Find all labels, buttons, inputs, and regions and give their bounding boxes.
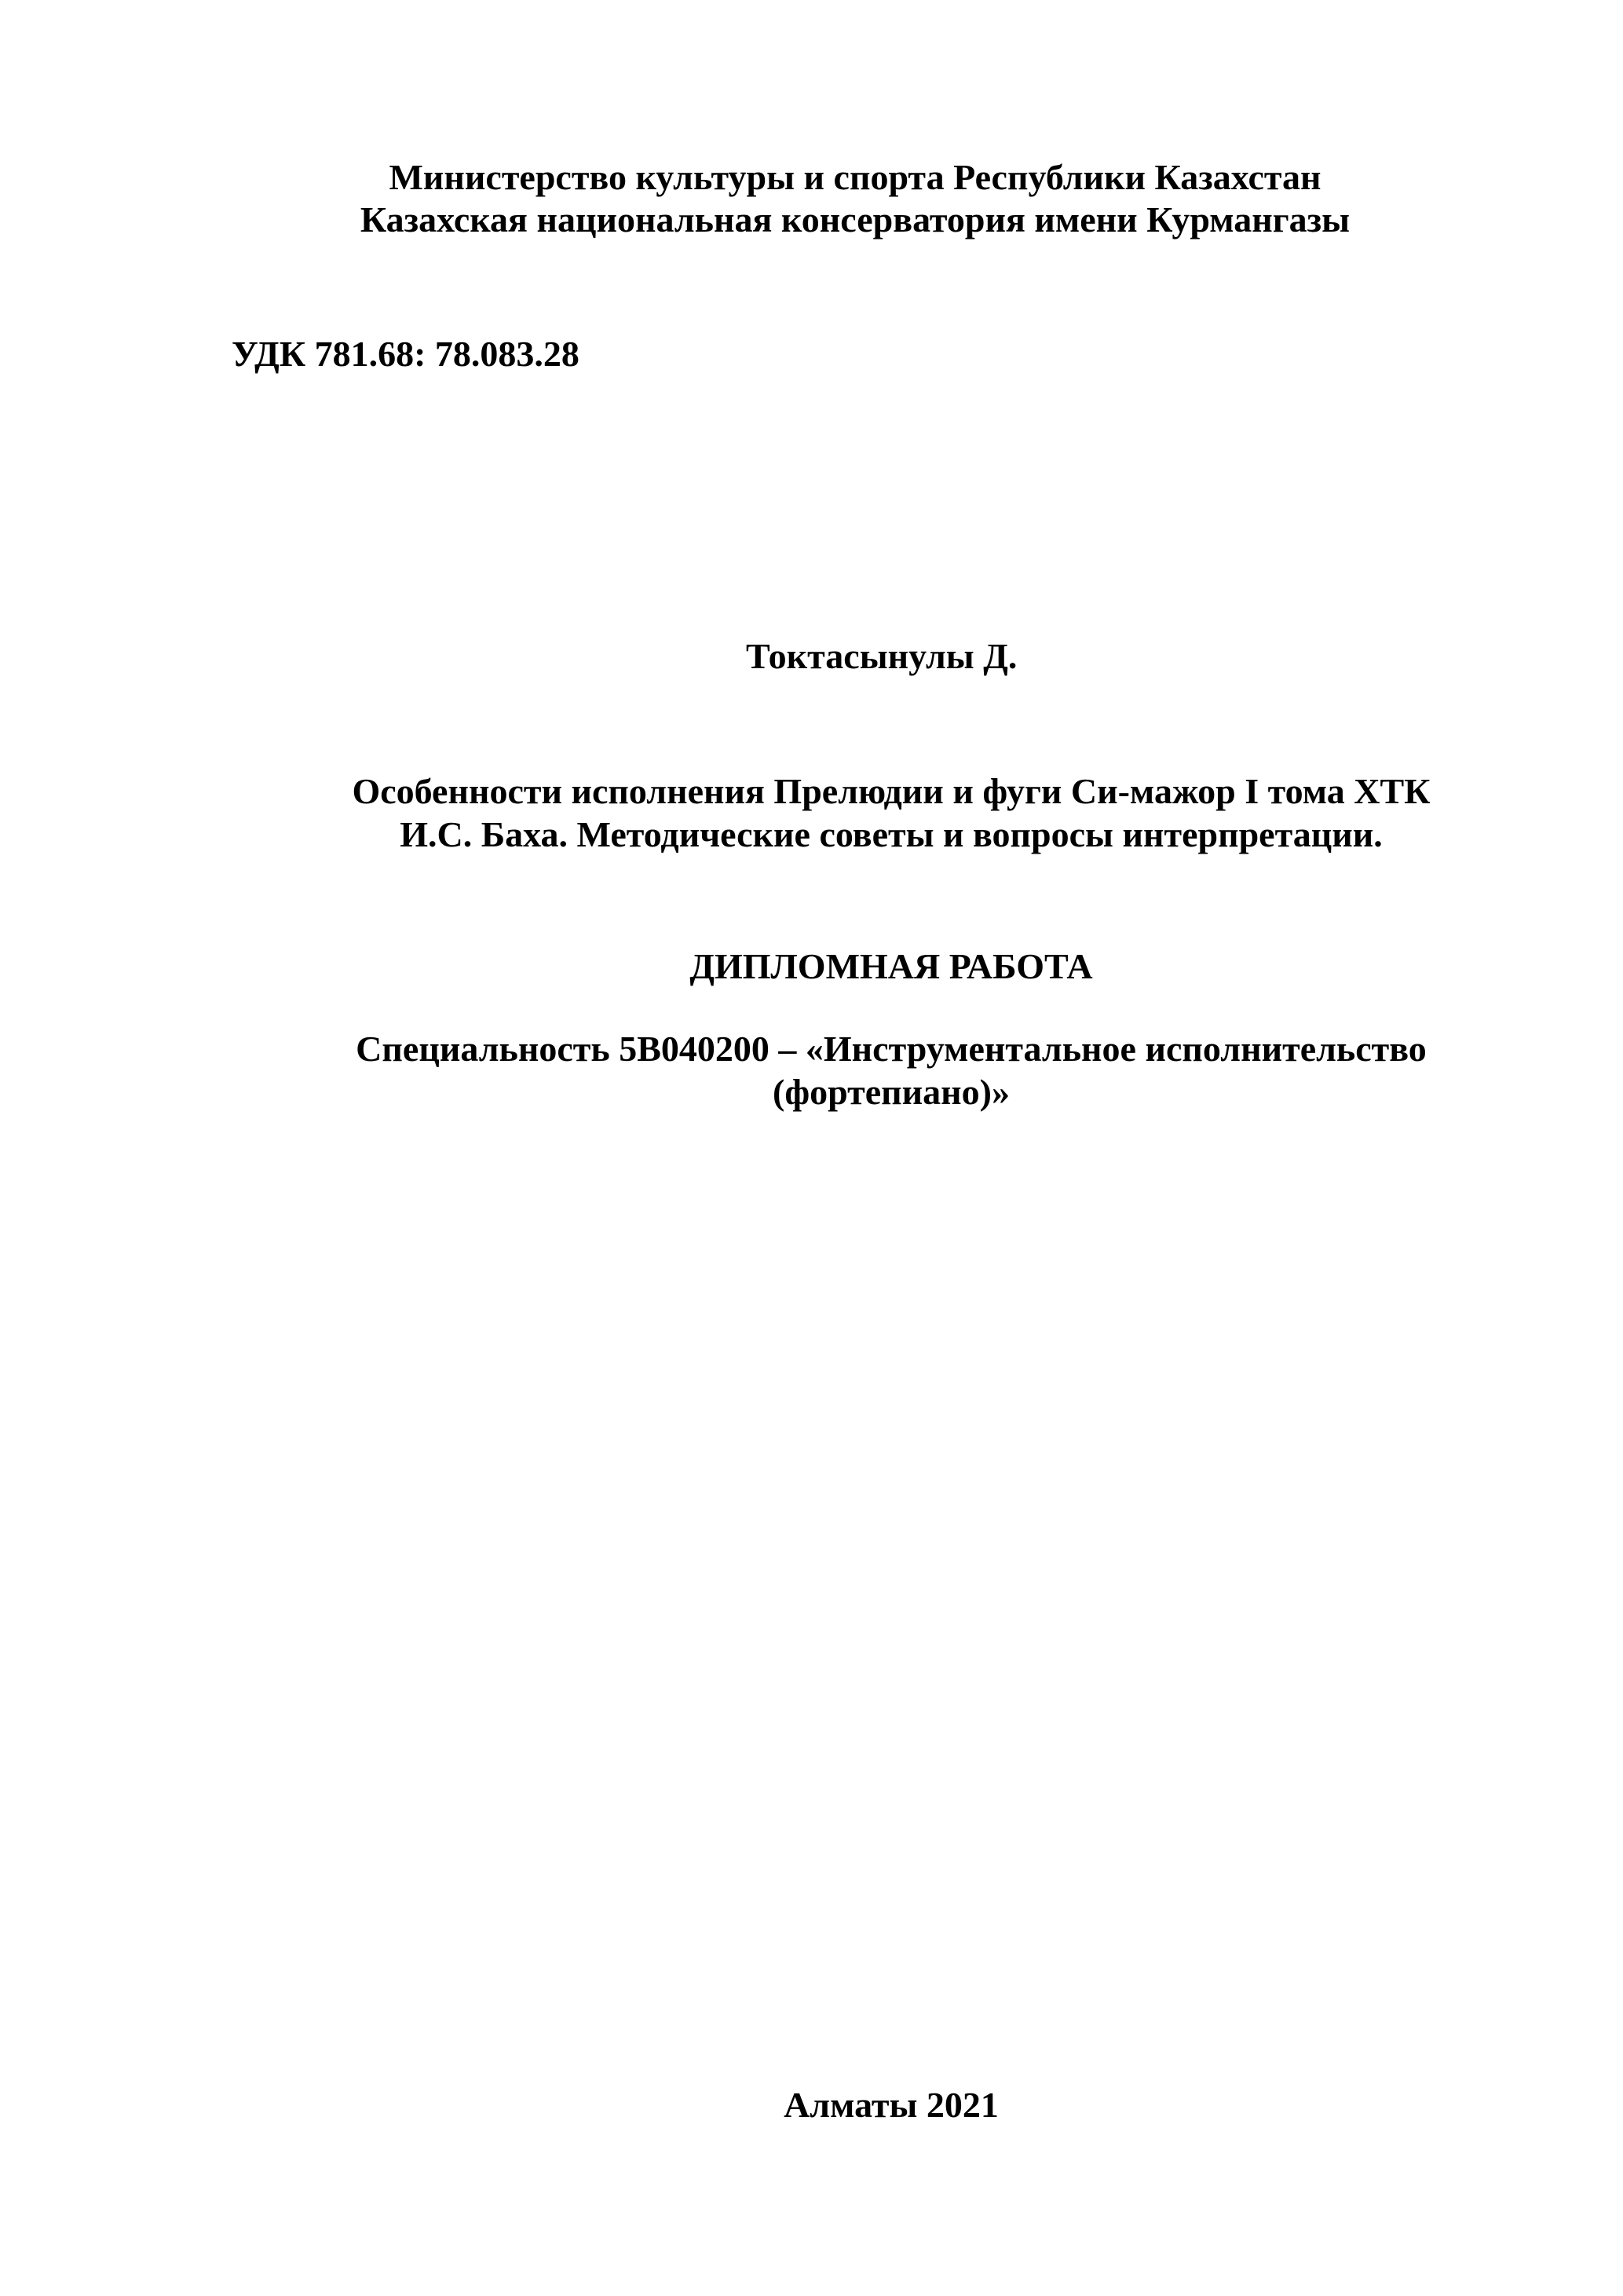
thesis-title-line-1: Особенности исполнения Прелюдии и фуги Си-мажор I тома ХТК bbox=[352, 771, 1431, 811]
udk-code: УДК 781.68: 78.083.28 bbox=[232, 334, 579, 374]
specialty-line-1: Специальность 5В040200 – «Инструментальное исполнительство bbox=[356, 1029, 1427, 1069]
ministry-heading: Министерство культуры и спорта Республики Казахстан bbox=[389, 157, 1321, 197]
work-type-heading: ДИПЛОМНАЯ РАБОТА bbox=[689, 946, 1093, 986]
specialty-line-2: (фортепиано)» bbox=[773, 1072, 1010, 1112]
author-name: Токтасынулы Д. bbox=[746, 636, 1018, 676]
thesis-title-line-2: И.С. Баха. Методические советы и вопросы интерпретации. bbox=[400, 814, 1383, 854]
conservatory-heading: Казахская национальная консерватория имени Курмангазы bbox=[360, 199, 1351, 239]
city-year: Алматы 2021 bbox=[784, 2085, 999, 2125]
